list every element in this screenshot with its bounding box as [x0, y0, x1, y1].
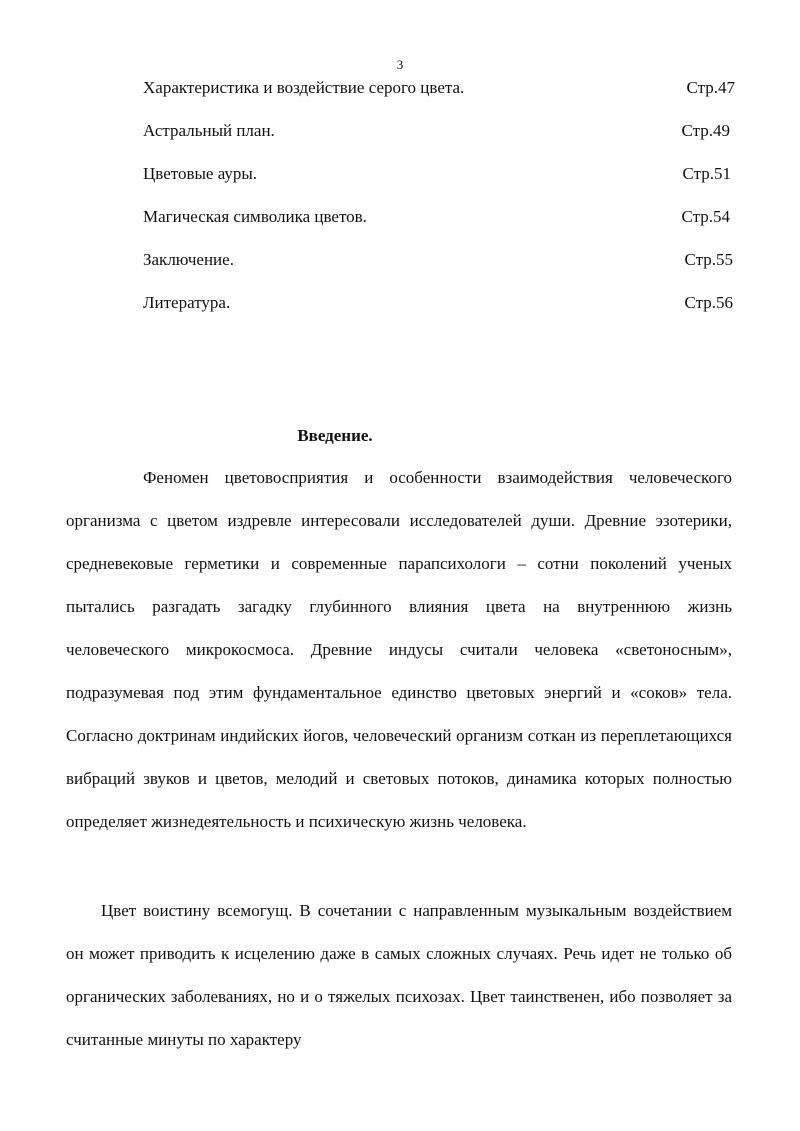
toc-entry: [143, 291, 735, 315]
body-paragraph: Цвет воистину всемогущ. В сочетании с направленным музыкальным воздействием он может приводить к исцелению даже в самых сложных случаях. Речь идет не только об органических заболеваниях, но и о тяжелых психозах. Цвет таинственен, ибо позволяет за считанные минуты по характеру: [66, 901, 732, 1049]
toc-entry-title: Характеристика и воздействие серого цвета.: [143, 78, 465, 97]
toc-entry-title: Магическая символика цветов.: [143, 207, 367, 226]
toc-entry-title: Литература.: [143, 293, 231, 312]
body-paragraph: Феномен цветовосприятия и особенности взаимодействия человеческого организма с цветом издревле интересовали исследователей души. Древние эзотерики, средневековые герметики и современные парапсихологи – сотни поколений ученых пытались разгадать загадку глубинного влияния цвета на внутреннюю жизнь человеческого микрокосмоса. Древние индусы считали человека «светоносным», подразумевая под этим фундаментальное единство цветовых энергий и «соков» тела. Согласно доктринам индийских йогов, человеческий организм соткан из переплетающихся вибраций звуков и цветов, мелодий и световых потоков, динамика которых полностью определяет жизнедеятельность и психическую жизнь человека.: [66, 468, 732, 831]
page-number: 3: [396, 57, 404, 72]
toc-entry-title: Цветовые ауры.: [143, 164, 258, 183]
toc-entry-page: Стр.49: [681, 121, 730, 140]
toc-entry-page: Стр.54: [681, 207, 730, 226]
toc-entry: [143, 119, 735, 143]
toc-entry-page: Стр.56: [684, 293, 733, 312]
toc-entry: [143, 248, 735, 272]
toc-entry: [143, 205, 735, 229]
toc-entry-page: Стр.47: [686, 78, 735, 97]
toc-entry-page: Стр.55: [684, 250, 733, 269]
section-heading: Введение.: [297, 426, 373, 445]
toc-entry: [143, 76, 735, 100]
toc-entry-title: Астральный план.: [143, 121, 275, 140]
toc-entry-title: Заключение.: [143, 250, 234, 269]
toc-entry-page: Стр.51: [682, 164, 731, 183]
toc-entry: [143, 162, 735, 186]
